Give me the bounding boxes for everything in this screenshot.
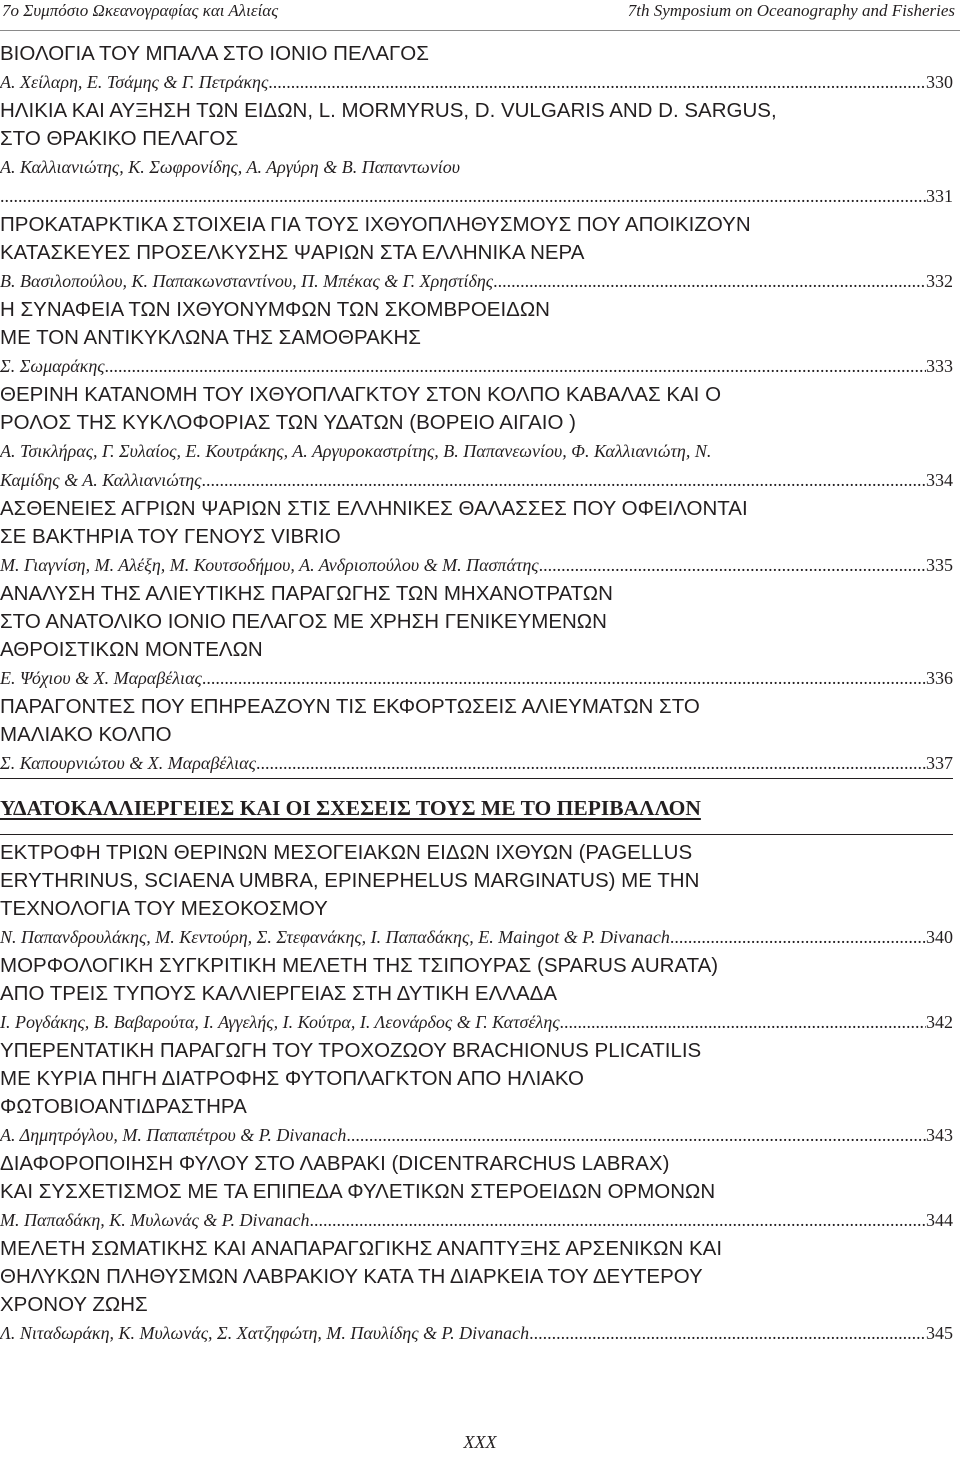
dot-leader	[201, 466, 926, 495]
entry-title-line: ΤΕΧΝΟΛΟΓΙΑ ΤΟΥ ΜΕΣΟΚΟΣΜΟΥ	[0, 897, 328, 920]
entry-title-line: ΗΛΙΚΙΑ ΚΑΙ ΑΥΞΗΣΗ ΤΩΝ ΕΙΔΩΝ, L. MORMYRUS, D. VULGARIS AND D. SARGUS,	[0, 99, 777, 122]
dot-leader	[529, 1319, 926, 1348]
entry-authors-row	[0, 551, 953, 580]
header-english-title: 7th Symposium on Oceanography and Fisheries	[627, 1, 955, 20]
entry-page-number: 345	[926, 1323, 953, 1343]
entry-page-number: 344	[926, 1210, 953, 1230]
entry-title-line: ΑΝΑΛΥΣΗ ΤΗΣ ΑΛΙΕΥΤΙΚΗΣ ΠΑΡΑΓΩΓΗΣ ΤΩΝ ΜΗΧΑΝΟΤΡΑΤΩΝ	[0, 582, 613, 605]
entry-title-line: ΜΟΡΦΟΛΟΓΙΚΗ ΣΥΓΚΡΙΤΙΚΗ ΜΕΛΕΤΗ ΤΗΣ ΤΣΙΠΟΥΡΑΣ (SPARUS AURATA)	[0, 954, 719, 977]
entry-authors-row	[0, 1206, 953, 1235]
entry-authors-line: Α. Καλλιανιώτης, Κ. Σωφρονίδης, Α. Αργύρη & Β. Παπαντωνίου	[0, 157, 461, 177]
dot-leader	[346, 1121, 926, 1150]
entry-title-line: ΜΕ ΚΥΡΙΑ ΠΗΓΗ ΔΙΑΤΡΟΦΗΣ ΦΥΤΟΠΛΑΓΚΤΟΝ ΑΠΟ ΗΛΙΑΚΟ	[0, 1067, 584, 1090]
toc-entry[interactable]	[0, 693, 953, 778]
entry-authors-row	[0, 1319, 953, 1348]
entry-title-line: ΣΤΟ ΘΡΑΚΙΚΟ ΠΕΛΑΓΟΣ	[0, 127, 239, 150]
entry-title-line: ΧΡΟΝΟΥ ΖΩΗΣ	[0, 1293, 148, 1316]
entry-authors-row	[0, 923, 953, 952]
dot-leader	[493, 267, 926, 296]
toc-entry[interactable]	[0, 1235, 953, 1348]
toc-entry[interactable]	[0, 1037, 953, 1150]
entry-title-line: ΥΠΕΡΕΝΤΑΤΙΚΗ ΠΑΡΑΓΩΓΗ ΤΟΥ ΤΡΟΧΟΖΩΟΥ BRACHIONUS PLICATILIS	[0, 1039, 702, 1062]
entry-title-line: ΜΑΛΙΑΚΟ ΚΟΛΠΟ	[0, 723, 172, 746]
dot-leader	[268, 68, 926, 97]
dot-leader	[560, 1008, 926, 1037]
dot-leader	[202, 664, 926, 693]
entry-authors-row	[0, 68, 953, 97]
entry-title-line: ΒΙΟΛΟΓΙΑ ΤΟΥ ΜΠΑΛΑ ΣΤΟ ΙΟΝΙΟ ΠΕΛΑΓΟΣ	[0, 42, 429, 65]
toc-entry[interactable]	[0, 296, 953, 381]
entry-title-line: ΠΡΟΚΑΤΑΡΚΤΙΚΑ ΣΤΟΙΧΕΙΑ ΓΙΑ ΤΟΥΣ ΙΧΘΥΟΠΛΗΘΥΣΜΟΥΣ ΠΟΥ ΑΠΟΙΚΙΖΟΥΝ	[0, 213, 751, 236]
dot-leader	[0, 182, 926, 211]
entry-authors: Α. Χείλαρη, Ε. Τσάμης & Γ. Πετράκης	[0, 72, 269, 92]
section-divider	[0, 778, 953, 779]
entry-title-line: ΑΘΡΟΙΣΤΙΚΩΝ ΜΟΝΤΕΛΩΝ	[0, 638, 263, 661]
toc-entry[interactable]	[0, 1150, 953, 1235]
entry-title-line: ΑΣΘΕΝΕΙΕΣ ΑΓΡΙΩΝ ΨΑΡΙΩΝ ΣΤΙΣ ΕΛΛΗΝΙΚΕΣ ΘΑΛΑΣΣΕΣ ΠΟΥ ΟΦΕΙΛΟΝΤΑΙ	[0, 497, 748, 520]
dot-leader	[670, 923, 926, 952]
entry-authors: Β. Βασιλοπούλου, Κ. Παπακωνσταντίνου, Π. Μπέκας & Γ. Χρηστίδης	[0, 271, 494, 291]
entry-title-line: ΜΕΛΕΤΗ ΣΩΜΑΤΙΚΗΣ ΚΑΙ ΑΝΑΠΑΡΑΓΩΓΙΚΗΣ ΑΝΑΠΤΥΞΗΣ ΑΡΣΕΝΙΚΩΝ ΚΑΙ	[0, 1237, 723, 1260]
entry-title-line: ΘΕΡΙΝΗ ΚΑΤΑΝΟΜΗ ΤΟΥ ΙΧΘΥΟΠΛΑΓΚΤΟΥ ΣΤΟΝ ΚΟΛΠΟ ΚΑΒΑΛΑΣ ΚΑΙ Ο	[0, 383, 722, 406]
entry-authors: Ν. Παπανδρουλάκης, Μ. Κεντούρη, Σ. Στεφανάκης, Ι. Παπαδάκης, E. Maingot & P. Divanach	[0, 927, 670, 947]
entry-page-number: 330	[926, 72, 953, 92]
dot-leader	[105, 352, 926, 381]
entry-authors: Μ. Παπαδάκη, Κ. Μυλωνάς & P. Divanach	[0, 1210, 310, 1230]
entry-page-number: 332	[926, 271, 953, 291]
toc-entry[interactable]	[0, 97, 953, 211]
entry-page-number: 335	[926, 555, 953, 575]
entry-authors-row	[0, 749, 953, 778]
dot-leader	[309, 1206, 926, 1235]
entry-page-number: 343	[926, 1125, 953, 1145]
entry-title-line: ΡΟΛΟΣ ΤΗΣ ΚΥΚΛΟΦΟΡΙΑΣ ΤΩΝ ΥΔΑΤΩΝ (ΒΟΡΕΙΟ ΑΙΓΑΙΟ )	[0, 411, 576, 434]
header-greek-title: 7o Συμπόσιο Ωκεανογραφίας και Αλιείας	[2, 1, 279, 20]
dot-leader	[256, 749, 926, 778]
table-of-contents	[0, 40, 953, 1348]
entry-authors: Ι. Ρογδάκης, Β. Βαβαρούτα, Ι. Αγγελής, Ι. Κούτρα, Ι. Λεονάρδος & Γ. Κατσέλης	[0, 1012, 560, 1032]
entry-authors: Μ. Γιαγνίση, Μ. Αλέξη, Μ. Κουτσοδήμου, Α. Ανδριοπούλου & Μ. Πασπάτης	[0, 555, 539, 575]
entry-authors: Καμίδης & Α. Καλλιανιώτης	[0, 470, 202, 490]
entry-title-line: ΘΗΛΥΚΩΝ ΠΛΗΘΥΣΜΩΝ ΛΑΒΡΑΚΙΟΥ ΚΑΤΑ ΤΗ ΔΙΑΡΚΕΙΑ ΤΟΥ ΔΕΥΤΕΡΟΥ	[0, 1265, 703, 1288]
entry-page-number: 342	[926, 1012, 953, 1032]
entry-authors-row	[0, 466, 953, 495]
entry-title-line: ΑΠΟ ΤΡΕΙΣ ΤΥΠΟΥΣ ΚΑΛΛΙΕΡΓΕΙΑΣ ΣΤΗ ΔΥΤΙΚΗ ΕΛΛΑΔΑ	[0, 982, 558, 1005]
dot-leader	[539, 551, 926, 580]
entry-title-line: ΕΚΤΡΟΦΗ ΤΡΙΩΝ ΘΕΡΙΝΩΝ ΜΕΣΟΓΕΙΑΚΩΝ ΕΙΔΩΝ ΙΧΘΥΩΝ (PAGELLUS	[0, 841, 693, 864]
entry-authors-row	[0, 267, 953, 296]
toc-entry[interactable]	[0, 952, 953, 1037]
entry-page-number: 336	[926, 668, 953, 688]
entry-title-line: ΦΩΤΟΒΙΟΑΝΤΙΔΡΑΣΤΗΡΑ	[0, 1095, 247, 1118]
entry-authors-row	[0, 352, 953, 381]
entry-authors: Α. Δημητρόγλου, Μ. Παπαπέτρου & P. Divanach	[0, 1125, 347, 1145]
page-number: XXX	[463, 1432, 497, 1452]
entry-authors: Σ. Καπουρνιώτου & Χ. Μαραβέλιας	[0, 753, 256, 773]
entry-authors-line: Α. Τσικλήρας, Γ. Συλαίος, Ε. Κουτράκης, Α. Αργυροκαστρίτης, Β. Παπανεωνίου, Φ. Καλλιανιώτη, Ν.	[0, 441, 712, 461]
entry-title-line: ΔΙΑΦΟΡΟΠΟΙΗΣΗ ΦΥΛΟΥ ΣΤΟ ΛΑΒΡΑΚΙ (DICENTRARCHUS LABRAX)	[0, 1152, 670, 1175]
entry-title-line: ΠΑΡΑΓΟΝΤΕΣ ΠΟΥ ΕΠΗΡΕΑΖΟΥΝ ΤΙΣ ΕΚΦΟΡΤΩΣΕΙΣ ΑΛΙΕΥΜΑΤΩΝ ΣΤΟ	[0, 695, 700, 718]
entry-authors: Σ. Σωμαράκης	[0, 356, 105, 376]
section-heading: ΥΔΑΤΟΚΑΛΛΙΕΡΓΕΙΕΣ ΚΑΙ ΟΙ ΣΧΕΣΕΙΣ ΤΟΥΣ ΜΕ ΤΟ ΠΕΡΙΒΑΛΛΟΝ	[0, 796, 701, 820]
toc-entry[interactable]	[0, 40, 953, 97]
toc-entry[interactable]	[0, 381, 953, 495]
toc-entry[interactable]	[0, 495, 953, 580]
entry-page-number: 331	[926, 186, 953, 206]
entry-authors-row	[0, 182, 953, 211]
entry-title-line: Η ΣΥΝΑΦΕΙΑ ΤΩΝ ΙΧΘΥΟΝΥΜΦΩΝ ΤΩΝ ΣΚΟΜΒΡΟΕΙΔΩΝ	[0, 298, 550, 321]
entry-authors: Ε. Ψόχιου & Χ. Μαραβέλιας	[0, 668, 202, 688]
entry-authors-row	[0, 1121, 953, 1150]
entry-page-number: 333	[926, 356, 953, 376]
entry-title-line: ΚΑΤΑΣΚΕΥΕΣ ΠΡΟΣΕΛΚΥΣΗΣ ΨΑΡΙΩΝ ΣΤΑ ΕΛΛΗΝΙΚΑ ΝΕΡΑ	[0, 241, 585, 264]
entry-title-line: ΚΑΙ ΣΥΣΧΕΤΙΣΜΟΣ ΜΕ ΤΑ ΕΠΙΠΕΔΑ ΦΥΛΕΤΙΚΩΝ ΣΤΕΡΟΕΙΔΩΝ ΟΡΜΟΝΩΝ	[0, 1180, 716, 1203]
entry-title-line: ERYTHRINUS, SCIAENA UMBRA, EPINEPHELUS MARGINATUS) ΜΕ ΤΗΝ	[0, 869, 700, 892]
entry-authors-row	[0, 664, 953, 693]
toc-list-aquaculture	[0, 839, 953, 1348]
toc-entry[interactable]	[0, 211, 953, 296]
entry-authors: Λ. Νιταδωράκη, Κ. Μυλωνάς, Σ. Χατζηφώτη, Μ. Παυλίδης & P. Divanach	[0, 1323, 530, 1343]
entry-authors-row	[0, 1008, 953, 1037]
section-divider	[0, 834, 953, 835]
toc-entry[interactable]	[0, 839, 953, 952]
entry-title-line: ΜΕ ΤΟΝ ΑΝΤΙΚΥΚΛΩΝΑ ΤΗΣ ΣΑΜΟΘΡΑΚΗΣ	[0, 326, 421, 349]
running-header	[0, 0, 960, 31]
toc-list-fisheries	[0, 40, 953, 778]
entry-title-line: ΣΕ ΒΑΚΤΗΡΙΑ ΤΟΥ ΓΕΝΟΥΣ VIBRIO	[0, 525, 341, 548]
toc-entry[interactable]	[0, 580, 953, 693]
entry-page-number: 340	[926, 927, 953, 947]
entry-title-line: ΣΤΟ ΑΝΑΤΟΛΙΚΟ ΙΟΝΙΟ ΠΕΛΑΓΟΣ ΜΕ ΧΡΗΣΗ ΓΕΝΙΚΕΥΜΕΝΩΝ	[0, 610, 607, 633]
entry-page-number: 334	[926, 470, 953, 490]
entry-page-number: 337	[926, 753, 953, 773]
